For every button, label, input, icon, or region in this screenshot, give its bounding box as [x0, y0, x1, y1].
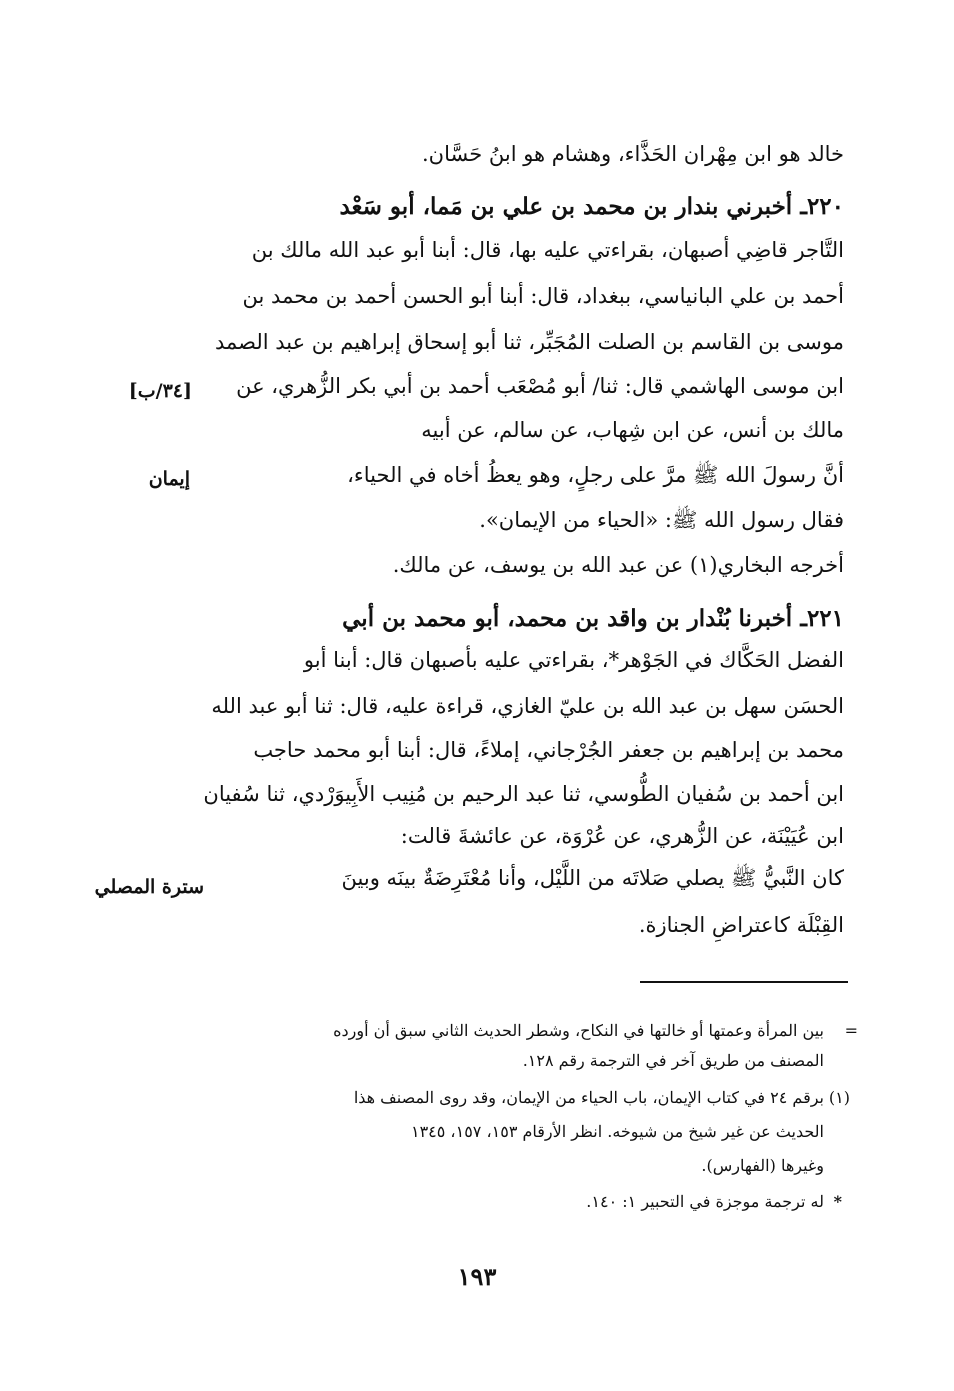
- text-line-15: ابن أحمد بن سُفيان الطُّوسي، ثنا عبد الرحيم بن مُنِيب الأَبِيوَرْدي، ثنا سُفيان: [203, 782, 844, 806]
- footnote-1-mark: (١): [828, 1088, 850, 1107]
- page-number: ١٩٣: [457, 1262, 497, 1291]
- footnote-separator: [640, 981, 848, 983]
- text-line-4: أحمد بن علي البانياسي، ببغداد، قال: أبنا أبو الحسن أحمد بن محمد بن: [242, 284, 844, 308]
- footnote-continuation-mark: =: [844, 1021, 858, 1040]
- hadith-text-line-4: القِبْلَة كاعتراضِ الجنازة.: [638, 913, 844, 937]
- text-line-7: مالك بن أنس، عن ابن شِهاب، عن سالم، عن أبيه: [421, 418, 844, 442]
- hadith-221-heading-line-1: ٢٢١ـ أخبرنا بُنْدار بن واقد بن محمد، أبو محمد بن أبي: [342, 605, 844, 632]
- footnote-star-mark: *: [833, 1192, 842, 1211]
- hadith-text-line-2: فقال رسول الله ﷺ: «الحياء من الإيمان».: [479, 508, 844, 532]
- footnote-1-line-1: برقم ٢٤ في كتاب الإيمان، باب الحياء من الإيمان، وقد روى المصنف هذا: [353, 1088, 824, 1107]
- text-line-6: ابن موسى الهاشمي قال: ثنا/ أبو مُصْعَب أحمد بن أبي بكر الزُّهري، عن: [236, 374, 844, 398]
- footnote-continuation-line-2: المصنف من طريق آخر في الترجمة رقم ١٢٨.: [522, 1051, 824, 1070]
- takhrij-line: أخرجه البخاري(١) عن عبد الله بن يوسف، عن مالك.: [392, 553, 844, 577]
- text-line-3: التَّاجر قاضِي أصبهان، بقراءتي عليه بها، قال: أبنا أبو عبد الله مالك بن: [251, 238, 844, 262]
- hadith-220-heading-line-1: ٢٢٠ـ أخبرني بندار بن محمد بن علي بن مَما، أبو سَعْد: [339, 193, 844, 220]
- footnote-continuation-line-1: بين المرأة وعمتها أو خالتها في النكاح، وشطر الحديث الثاني سبق أن أورده: [333, 1021, 824, 1040]
- hadith-text-line-1: أنَّ رسولَ الله ﷺ مرَّ على رجلٍ، وهو يعظُ أخاه في الحياء،: [347, 463, 844, 487]
- footnote-1-line-2: الحديث عن غير شيخ من شيوخه. انظر الأرقام ١٥٣، ١٥٧، ١٣٤٥: [410, 1122, 824, 1141]
- footnote-1-line-3: وغيرها (الفهارس).: [701, 1156, 824, 1175]
- hadith-text-line-3: كان النَّبيُّ ﷺ يصلي صَلاتَه من اللَّيْل، وأنا مُعْتَرِضَةٌ بينَه وبينَ: [341, 866, 844, 890]
- margin-topic-sutra: سترة المصلي: [94, 876, 204, 898]
- footnote-star-line: له ترجمة موجزة في التحبير ١: ١٤٠.: [586, 1192, 824, 1211]
- text-line-12: الفضل الحَكَّاك في الجَوْهر*، بقراءتي عليه بأصبهان قال: أبنا أبو: [303, 648, 844, 672]
- text-line-16: ابن عُيَيْنَة، عن الزُّهري، عن عُرْوَة، عن عائشةَ قالت:: [400, 824, 844, 848]
- folio-marker: [٣٤/ب]: [128, 380, 192, 402]
- text-line-14: محمد بن إبراهيم بن جعفر الجُرْجاني، إملاءً، قال: أبنا أبو محمد حاجب: [253, 738, 844, 762]
- text-line-1: خالد هو ابن مِهْران الحَذَّاء، وهشام هو ابنُ حَسَّان.: [421, 142, 844, 166]
- text-line-13: الحسَن سهل بن عبد الله بن عليّ الغازي، قراءة عليه، قال: ثنا أبو عبد الله: [211, 694, 844, 718]
- text-line-5: موسى بن القاسم بن الصلت المُجَبِّر، ثنا أبو إسحاق إبراهيم بن عبد الصمد: [214, 330, 844, 354]
- margin-topic-iman: إيمان: [148, 468, 190, 490]
